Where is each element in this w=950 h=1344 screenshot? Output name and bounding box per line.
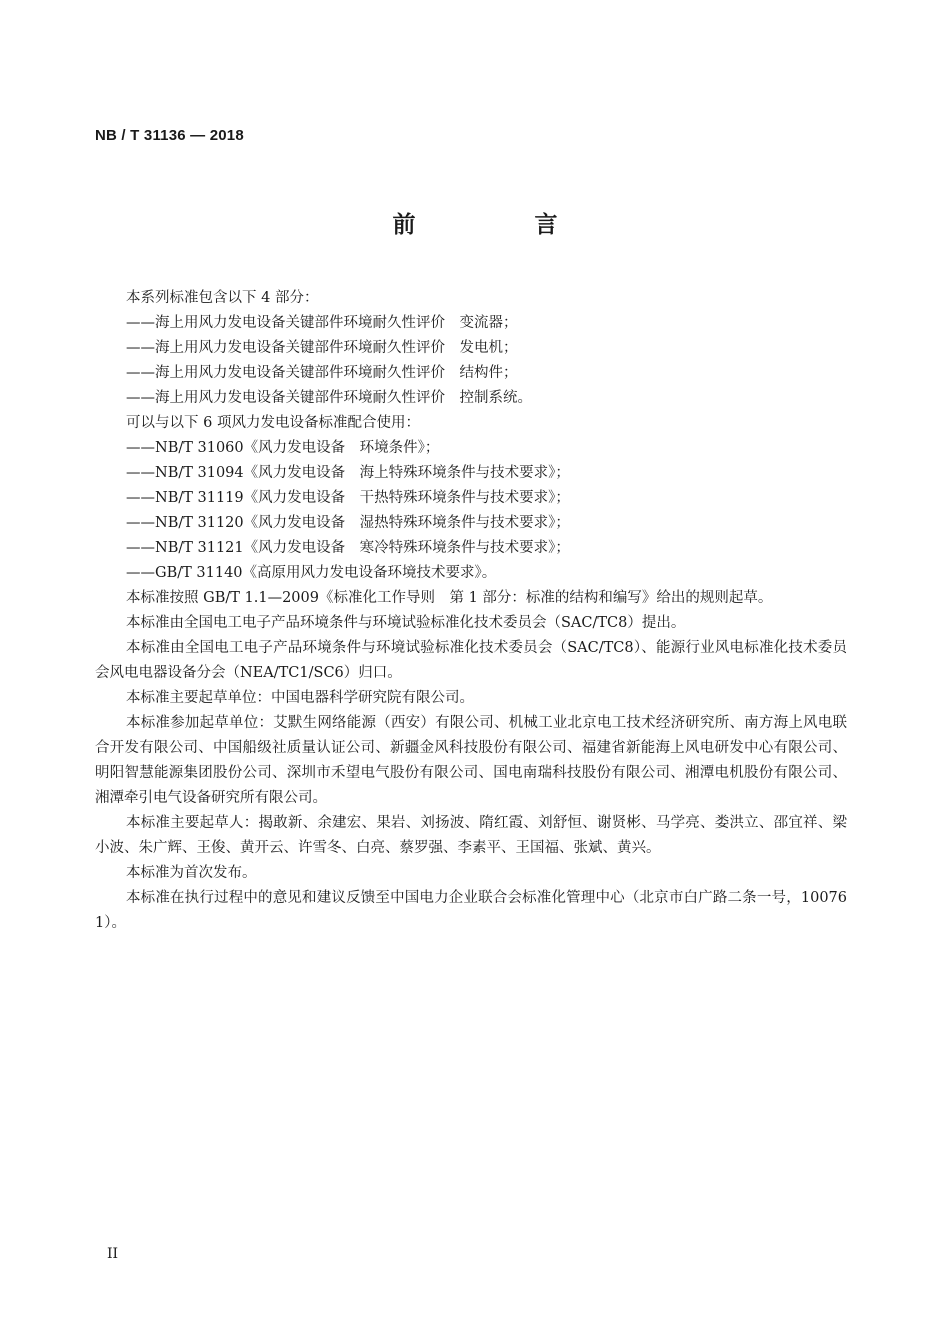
preface-body	[95, 286, 847, 936]
list-item: ——NB/T 31119《风力发电设备 干热特殊环境条件与技术要求》；	[126, 490, 570, 506]
paragraph-main-drafter: 本标准主要起草单位：中国电器科学研究院有限公司。	[126, 690, 474, 706]
list-item: ——GB/T 31140《高原用风力发电设备环境技术要求》。	[126, 565, 497, 581]
paragraph-drafters: 本标准主要起草人：揭敢新、余建宏、果岩、刘扬波、隋红霞、刘舒恒、谢贤彬、马学亮、娄洪立、邵宜祥、梁小波、朱广辉、王俊、黄开云、许雪冬、白亮、蔡罗强、李素平、王国福、张斌、黄兴。	[95, 815, 847, 856]
list-item: ——NB/T 31121《风力发电设备 寒冷特殊环境条件与技术要求》；	[126, 540, 570, 556]
document-number: NB / T 31136 — 2018	[95, 127, 244, 144]
list-item: ——海上用风力发电设备关键部件环境耐久性评价 发电机；	[126, 340, 518, 356]
paragraph-proposed-by: 本标准由全国电工电子产品环境条件与环境试验标准化技术委员会（SAC/TC8）提出。	[126, 615, 686, 631]
list-item: ——海上用风力发电设备关键部件环境耐久性评价 控制系统。	[126, 390, 532, 406]
list-item: ——NB/T 31060《风力发电设备 环境条件》；	[126, 440, 440, 456]
paragraph-related-standards: 可以与以下 6 项风力发电设备标准配合使用：	[126, 415, 420, 431]
list-item: ——海上用风力发电设备关键部件环境耐久性评价 结构件；	[126, 365, 518, 381]
paragraph-participating-drafters: 本标准参加起草单位：艾默生网络能源（西安）有限公司、机械工业北京电工技术经济研究所、南方海上风电联合开发有限公司、中国船级社质量认证公司、新疆金风科技股份有限公司、福建省新能海上风电研发中心有限公司、明阳智慧能源集团股份公司、深圳市禾望电气股份有限公司、国电南瑞科技股份有限公司、湘潭电机股份有限公司、湘潭牵引电气设备研究所有限公司。	[95, 715, 847, 806]
page-title: 前 言	[392, 212, 606, 238]
paragraph-feedback: 本标准在执行过程中的意见和建议反馈至中国电力企业联合会标准化管理中心（北京市白广路二条一号，100761）。	[95, 890, 847, 931]
paragraph-first-release: 本标准为首次发布。	[126, 865, 257, 881]
list-item: ——NB/T 31094《风力发电设备 海上特殊环境条件与技术要求》；	[126, 465, 570, 481]
paragraph-administered-by: 本标准由全国电工电子产品环境条件与环境试验标准化技术委员会（SAC/TC8）、能源行业风电标准化技术委员会风电电器设备分会（NEA/TC1/SC6）归口。	[95, 640, 847, 681]
list-item: ——NB/T 31120《风力发电设备 湿热特殊环境条件与技术要求》；	[126, 515, 570, 531]
page-number: II	[107, 1246, 119, 1262]
paragraph-series-parts: 本系列标准包含以下 4 部分：	[126, 290, 319, 306]
paragraph-drafting-rules: 本标准按照 GB/T 1.1—2009《标准化工作导则 第 1 部分：标准的结构和编写》给出的规则起草。	[126, 590, 773, 606]
list-item: ——海上用风力发电设备关键部件环境耐久性评价 变流器；	[126, 315, 518, 331]
